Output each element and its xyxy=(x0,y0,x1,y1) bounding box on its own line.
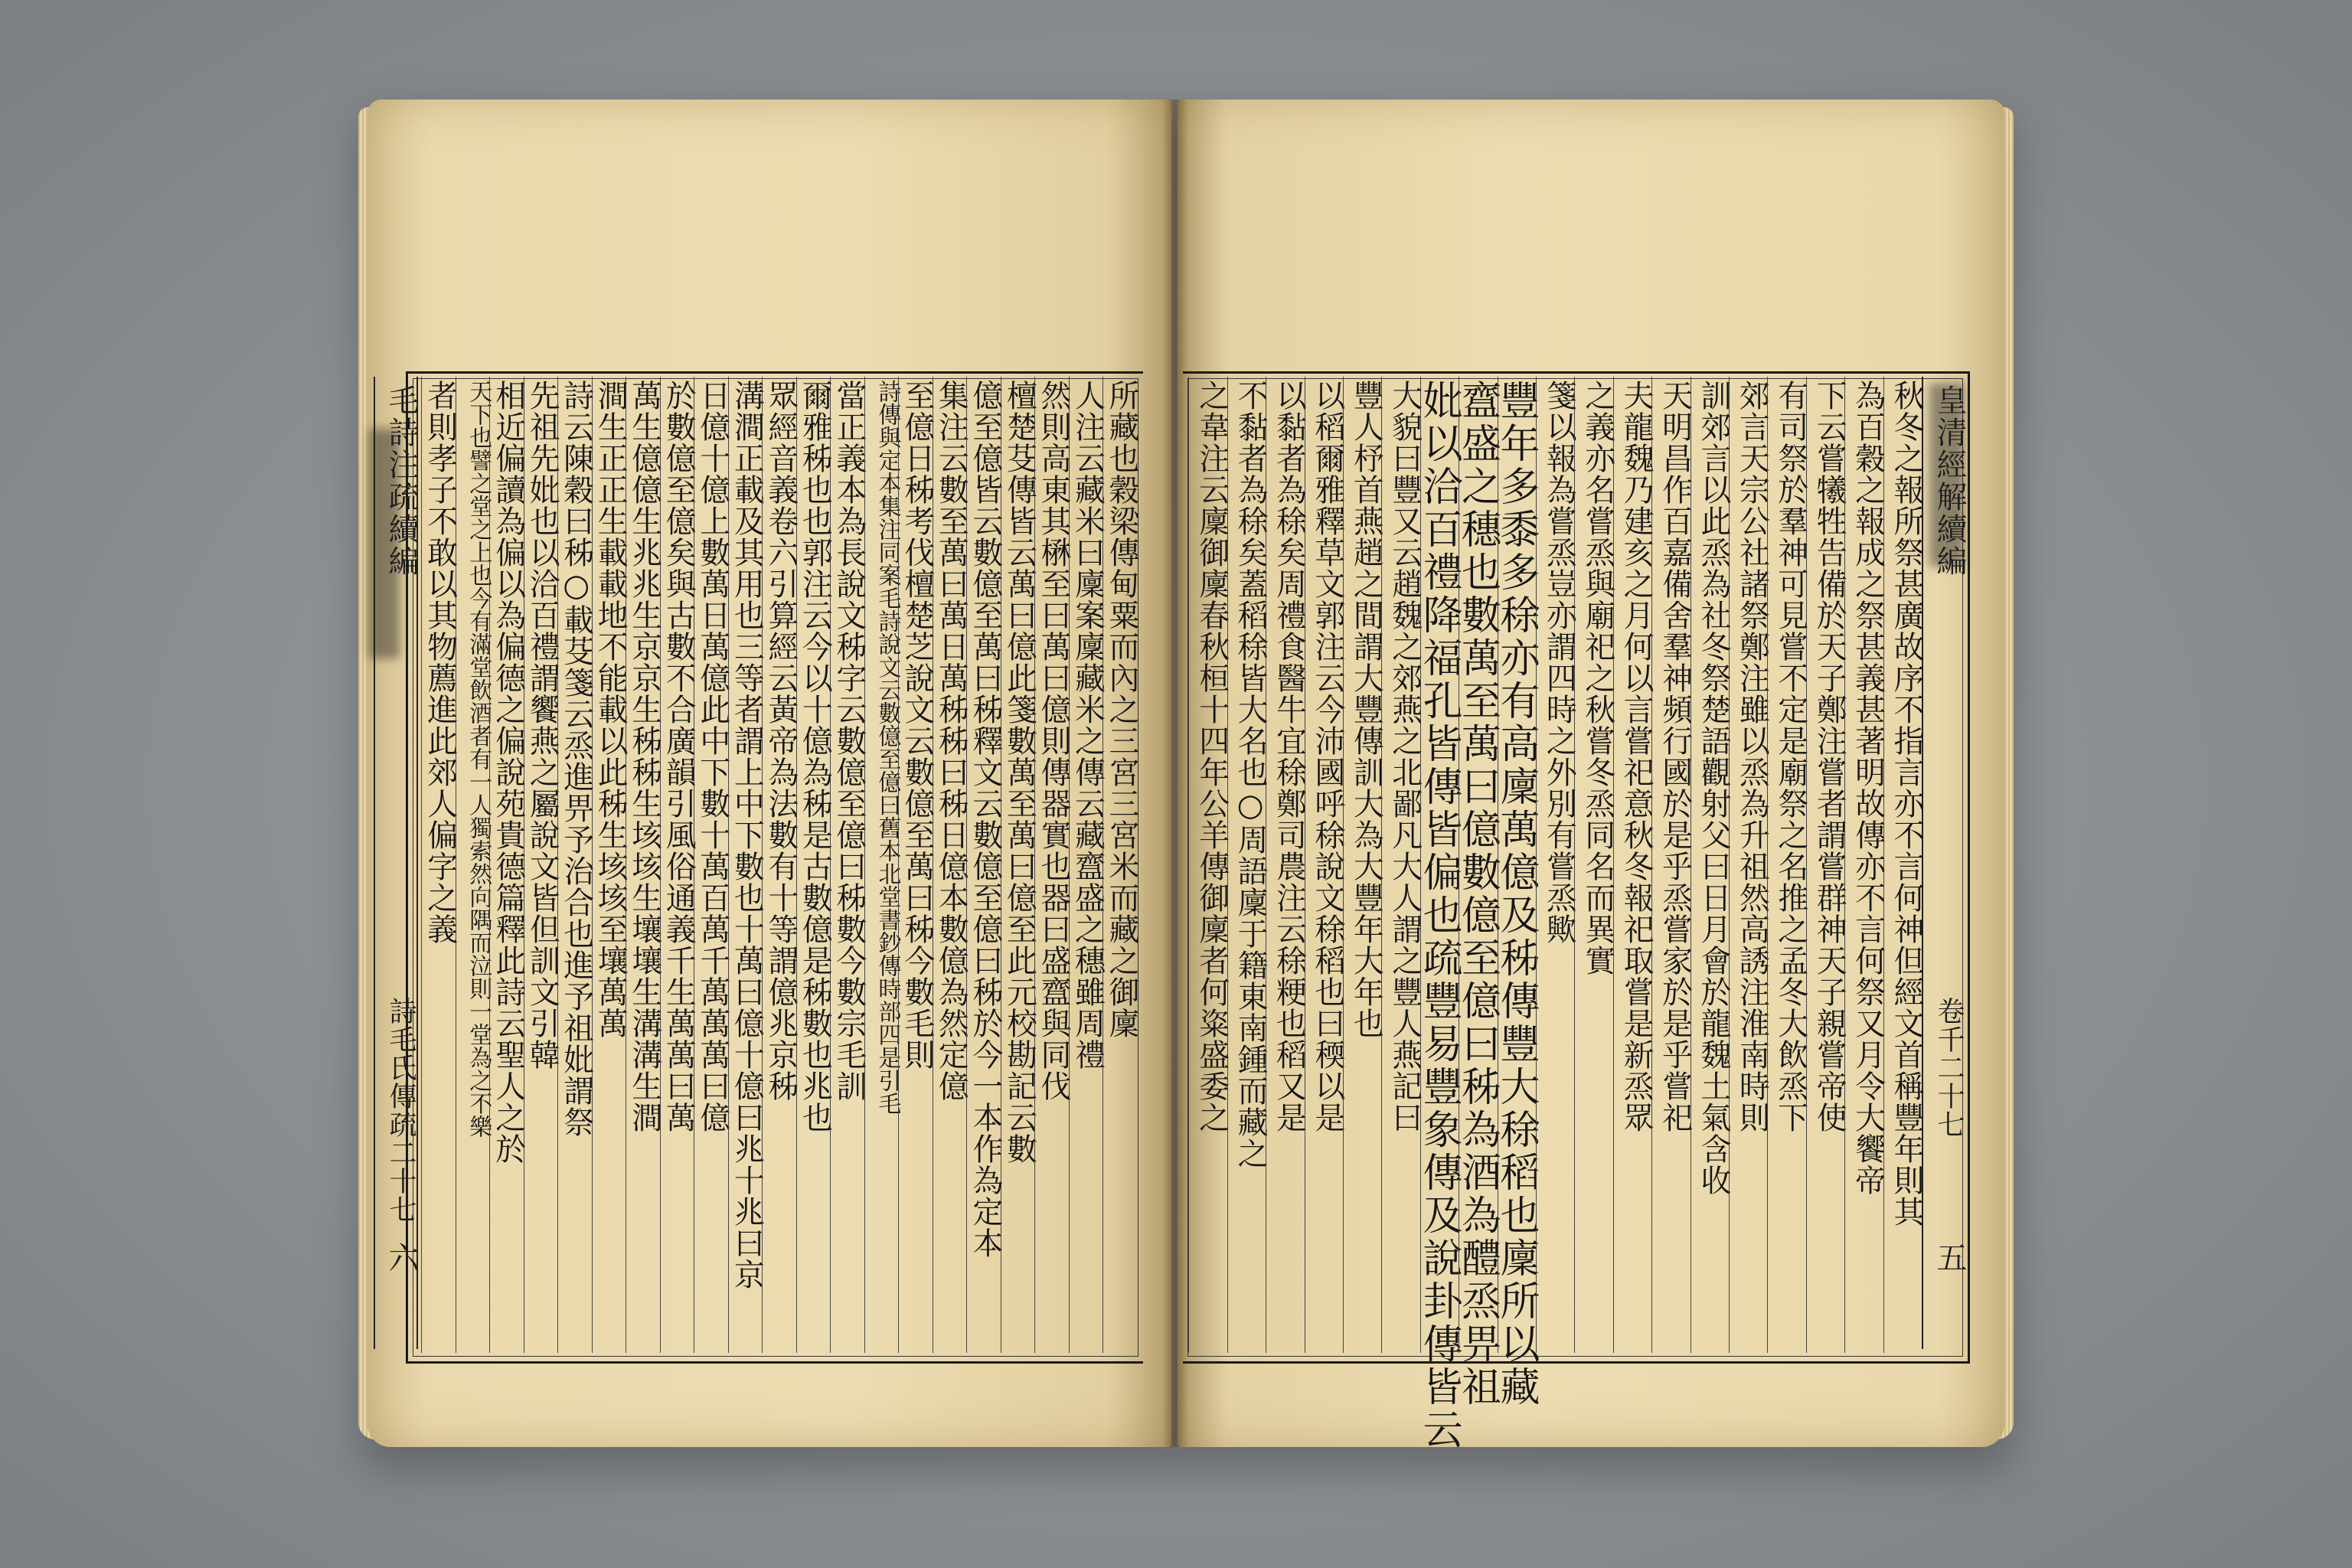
text-column: 詩云陳穀曰秭○載芟箋云烝進畀予治合也進予祖妣謂祭 xyxy=(557,377,592,1353)
text-column: 然則高東其楙至曰萬曰億則傳器實也器曰盛齍與同伐 xyxy=(1034,377,1069,1353)
text-column: 眾經音義卷六引算經云黃帝為法數有十等謂億兆京秭 xyxy=(762,377,796,1353)
text-column: 秋冬之報所祭甚廣故序不指言亦不言何神但經文首稱豐年則其 xyxy=(1883,377,1922,1353)
text-column: 有司祭於羣神可見嘗不定是廟祭之名推之孟冬大飲烝下 xyxy=(1767,377,1805,1353)
text-column: 溝澗正載及其用也三等者謂上中下數也十萬曰億十億曰兆十兆曰京 xyxy=(728,377,763,1353)
left-band-page-number: 六 xyxy=(384,1242,419,1272)
ink-smudge xyxy=(369,429,400,658)
text-column: 以稻爾雅釋草文郭注云今沛國呼稌說文稌稻也曰稬以是 xyxy=(1305,377,1343,1353)
right-band-title: 皇清經解續編 xyxy=(1932,384,1967,577)
text-column: 於數億至億矣與古數不合廣韻引風俗通義千生萬萬曰萬 xyxy=(660,377,694,1353)
right-band-subtitle: 卷千二十七 xyxy=(1933,997,1965,1138)
text-column: 郊言天宗公社諸祭鄭注雖以烝為升祖然高誘注淮南時則 xyxy=(1729,377,1767,1353)
text-column: 豐年多黍多稌亦有高廩萬億及秭傳豐大稌稻也廩所以藏 xyxy=(1498,377,1536,1353)
text-column: 夫龍魏乃建亥之月何以言嘗祀意秋冬報祀取嘗是新烝眾 xyxy=(1613,377,1651,1353)
text-column: 下云嘗犧牲告備於天子鄭注嘗者謂嘗群神天子親嘗帝使 xyxy=(1806,377,1844,1353)
text-column: 爾雅秭也也郭注云今以十億為秭是古數億是秭數也兆也 xyxy=(796,377,831,1353)
text-column: 訓郊言以此烝為社冬祭楚語觀射父曰日月會於龍魏土氣含收 xyxy=(1690,377,1729,1353)
text-column: 者則孝子不敢以其物薦進此郊人偏字之義 xyxy=(421,377,456,1353)
text-column: 人注云藏米曰廩案廩藏米之傳云藏齍盛之穗雖周禮 xyxy=(1069,377,1103,1353)
text-column: 詩傳與定本集注同案毛詩說文云數億至億曰舊本北堂書鈔傳時部四是引毛 xyxy=(864,377,899,1353)
text-column: 天下也譬之堂之上也今有滿堂飲酒者有一人獨索然向隅而泣則一堂為之不樂 xyxy=(456,377,490,1353)
text-column: 檀楚芟傳皆云萬曰億此箋數萬至萬曰億至此元校勘記云數 xyxy=(1001,377,1035,1353)
text-column: 之韋注云廩御廩春秋桓十四年公羊傳御廩者何粢盛委之 xyxy=(1188,377,1227,1353)
text-column: 萬生億億生兆兆生京京生秭秭生垓垓生壤壤生溝溝生澗 xyxy=(626,377,660,1353)
text-column: 豐人杼首燕趙之間謂大豐傳訓大為大豐年大年也 xyxy=(1343,377,1381,1353)
text-column: 至億日秭考伐檀楚芝說文云數億至萬曰秭今數毛則 xyxy=(898,377,933,1353)
text-column: 億至億皆云數億至萬曰秭釋文云數億至億曰秭於今一本作為定本 xyxy=(966,377,1001,1353)
text-column: 當正義本為長說文秭字云數億至億曰秭數今數宗毛訓 xyxy=(830,377,864,1353)
ink-smudge xyxy=(1929,383,1964,567)
text-column: 為百穀之報成之祭甚義甚著明故傳亦不言何祭又月令大饗帝 xyxy=(1844,377,1883,1353)
text-column: 齍盛之穗也數萬至萬曰億數億至億曰秭為酒為醴烝畀祖 xyxy=(1459,377,1497,1353)
text-column: 澗生正正生載載地不能載以此秭生垓垓至壤萬萬 xyxy=(592,377,626,1353)
text-column: 以黏者為稌矣周禮食醫牛宜稌鄭司農注云稌粳也稻又是 xyxy=(1266,377,1304,1353)
text-column: 集注云數至萬曰萬日萬秭秭曰秭日億本數億為然定億 xyxy=(933,377,967,1353)
text-column: 相近偏讀為偏以為偏德之偏說苑貴德篇釋此詩云聖人之於 xyxy=(489,377,524,1353)
left-page-text-columns xyxy=(421,377,1137,1353)
text-column: 所藏也穀梁傳甸粟而內之三宮三宮米而藏之御廩 xyxy=(1102,377,1137,1353)
left-band-title: 毛詩注疏續編 xyxy=(384,384,419,577)
text-column: 天明昌作百嘉備舍羣神頻行國於是乎烝嘗家於是乎嘗祀 xyxy=(1651,377,1690,1353)
text-column: 不黏者為稌矣蓋稻稌皆大名也○周語廩于籍東南鍾而藏之 xyxy=(1227,377,1266,1353)
right-band-page-number: 五 xyxy=(1932,1242,1967,1272)
text-column: 大貌曰豐又云趙魏之郊燕之北鄙凡大人謂之豐人燕記曰 xyxy=(1381,377,1419,1353)
text-column: 妣以洽百禮降福孔皆傳皆偏也疏豐易豐象傳及說卦傳皆云 xyxy=(1420,377,1459,1353)
text-column: 之義亦名嘗烝與廟祀之秋嘗冬烝同名而異實 xyxy=(1574,377,1612,1353)
text-column: 日億十億上數萬日萬億此中下數十萬百萬千萬萬萬曰億 xyxy=(694,377,728,1353)
right-page-text-columns xyxy=(1188,377,1924,1452)
text-column: 箋以報為嘗烝豈亦謂四時之外別有嘗烝歟 xyxy=(1536,377,1574,1353)
text-column: 先祖先妣也以洽百禮謂饗燕之屬說文皆但訓文引韓 xyxy=(524,377,558,1353)
left-band-subtitle: 詩毛氏傳疏二十七 xyxy=(385,997,416,1223)
